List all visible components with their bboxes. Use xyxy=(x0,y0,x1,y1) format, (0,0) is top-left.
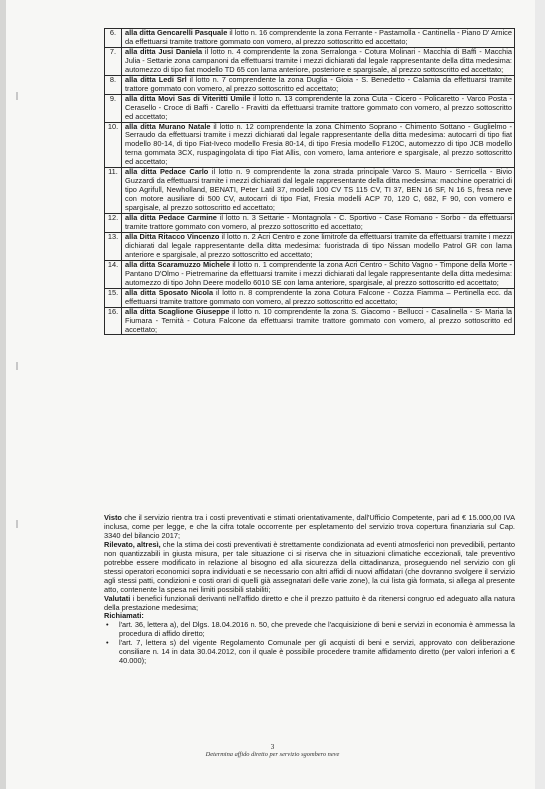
scan-left-edge xyxy=(0,0,6,789)
table-row xyxy=(105,94,515,122)
lot-description xyxy=(122,288,515,307)
list-item xyxy=(104,621,515,639)
firm-name: alla ditta Ledi Srl xyxy=(125,74,187,84)
valutati-text: i benefici funzionali derivanti nell'affido diretto e che il prezzo pattuito è da ritenersi congruo ed adeguato alla natura della prestazione medesima; xyxy=(104,593,515,612)
table-row xyxy=(105,260,515,288)
lot-number: 6. xyxy=(105,29,122,48)
binding-mark xyxy=(16,92,18,100)
table-row xyxy=(105,214,515,233)
lot-text: il lotto n. 2 Acri Centro e zone limitrofe da effettuarsi tramite da effettuarsi tramite i mezzi dichiarati dal legale rappresentante della ditta medesima: fuoristrada di tipo Nissan modello Patrol GR con lama anteriore e spargisale, al prezzo sottoscritto ed accettato; xyxy=(125,231,512,259)
lot-text: il lotto n. 12 comprendente la zona Chimento Soprano - Chimento Sottano - Guglielmo - Serraudo da effettuarsi tramite i mezzi dichiarati dal legale rappresentante della ditta medesima: autocarri di tipo fiat modello 80-14, di tipo Fiat-Iveco modello Fresia 80-14, di tipo Fresia modello F120C, automezzo di tipo JCB modello terna gommata 3CX, ruspagingolata di tipo Fiat Allis, con vomero, lama anteriore e spargisale, al prezzo sottoscritto ed accettato; xyxy=(125,121,512,167)
lot-number: 12. xyxy=(105,214,122,233)
scan-right-edge xyxy=(535,0,545,789)
lot-description xyxy=(122,307,515,335)
firm-name: alla ditta Pedace Carmine xyxy=(125,213,217,223)
firm-name: alla ditta Scaramuzzo Michele xyxy=(125,259,231,269)
bullet-icon: • xyxy=(106,620,109,630)
bullet-icon: • xyxy=(106,638,109,648)
lot-number: 16. xyxy=(105,307,122,335)
firm-name: alla ditta Jusi Daniela xyxy=(125,46,203,56)
lot-text: il lotto n. 9 comprendente la zona strada principale Varco S. Mauro - Serricella - Bivio Guzzardi da effettuarsi tramite i mezzi dichiarati dal legale rappresentante della ditta medesima: macchine operatrici di tipo Agrifull, Newholland, BENATI, Peter Latil 37, modelli 100 CV TS 115 CV, TI 37, BEN 16 SF, N 16 S, fresa neve con motore ausiliare di 500 CV, autocarri di tipo Fiat, Fresia modelli ACP 70, 120 C, 682, F 90, con vomero e spargisale, al prezzo sottoscritto ed accettato; xyxy=(125,167,512,213)
lot-text: il lotto n. 10 comprendente la zona S. Giacomo - Bellucci - Casalinella - S- Maria la Fiumara - Ternità - Cotura Falcone da effettuarsi tramite trattore gommato con vomero, al prezzo sottoscritto ed accettato; xyxy=(125,306,512,334)
firm-name: alla Ditta Ritacco Vincenzo xyxy=(125,231,220,241)
lot-description xyxy=(122,168,515,214)
lot-text: il lotto n. 13 comprendente la zona Cuta - Cicero - Policaretto - Varco Posta - Cerasello - Croce di Baffi - Carello - Fravitti da effettuarsi tramite trattore gommato con vomero, al prezzo sottoscritto ed accettato; xyxy=(125,93,512,121)
lot-description xyxy=(122,214,515,233)
lot-number: 13. xyxy=(105,232,122,260)
rilevato-label: Rilevato, altresì, xyxy=(104,539,161,549)
table-row xyxy=(105,232,515,260)
firm-name: alla ditta Sposato Nicola xyxy=(125,287,214,297)
firm-name: alla ditta Gencarelli Pasquale xyxy=(125,28,228,37)
table-row xyxy=(105,122,515,168)
body-text xyxy=(104,514,515,666)
document-footer-title: Determina affido diretto per servizio sgombero neve xyxy=(205,751,340,758)
lot-number: 8. xyxy=(105,75,122,94)
lot-number: 10. xyxy=(105,122,122,168)
lot-number: 11. xyxy=(105,168,122,214)
richiamati-list xyxy=(104,621,515,666)
lot-text: il lotto n. 4 comprendente la zona Serralonga - Cotura Molinari - Macchia di Baffi - Macchia Julia - Settarie zona campanoni da effettuarsi tramite i mezzi dichiarati dal legale rappresentante della ditta medesima: automezzo di tipo fiat modello TD 65 con lama anteriore, posteriore e spargisale, al prezzo sottoscritto ed accettato; xyxy=(125,46,512,74)
lot-description xyxy=(122,47,515,75)
lot-number: 9. xyxy=(105,94,122,122)
list-item-text: l'art. 36, lettera a), del Dlgs. 18.04.2016 n. 50, che prevede che l'acquisizione di beni e servizi in economia è ammessa la procedura di affido diretto; xyxy=(119,620,515,639)
valutati-paragraph xyxy=(104,595,515,613)
firm-name: alla ditta Pedace Carlo xyxy=(125,167,209,177)
rilevato-text: che la stima dei costi preventivati è strettamente condizionata ad eventi atmosferici non prevedibili, pertanto non quantizzabili in giusta misura, per tale situazione ci si riserva che in situazioni climatiche eccezionali, tale preventivo potrebbe essere modificato in relazione al bisogno ed alla sicurezza della cittadinanza, proseguendo nel servizio con gli stessi operatori economici sopra individuati e se necessario con altri affidi di nuovi affidatari (che dovranno svolgere il servizio agli stessi patti, condizioni e costi orari di quelli già assegnatari delle varie zone), la cui lista già formata, si allega al presente atto, contenente la spesa nei limiti possibili stabiliti; xyxy=(104,539,515,594)
visto-text: che il servizio rientra tra i costi preventivati e stimati orientativamente, dall'Ufficio Competente, pari ad € 15.000,00 IVA inclusa, come per legge, e che la cifra totale occorrente per espletamento del servizio trova copertura finanziaria sul Cap. 3340 del bilancio 2017; xyxy=(104,513,515,540)
table-row xyxy=(105,29,515,48)
valutati-label: Valutati xyxy=(104,593,131,603)
lot-text: il lotto n. 7 comprendente la zona Duglia - Gioia - S. Benedetto - Calamia da effettuarsi tramite trattore gommato con vomero, al prezzo sottoscritto ed accettato; xyxy=(125,74,512,93)
table-row xyxy=(105,75,515,94)
firm-name: alla ditta Scaglione Giuseppe xyxy=(125,306,230,316)
firm-name: alla ditta Movi Sas di Viteritti Umile xyxy=(125,93,251,103)
list-item-text: l'art. 7, lettera s) del vigente Regolamento Comunale per gli acquisti di beni e servizi, approvato con deliberazione consiliare n. 14 in data 30.04.2012, con il quale è possibile procedere tramite affidamento diretto (per valori inferiori a € 40.000); xyxy=(119,638,515,666)
page-number: 3 xyxy=(270,743,275,751)
rilevato-paragraph xyxy=(104,541,515,595)
binding-mark xyxy=(16,362,18,370)
lot-description xyxy=(122,94,515,122)
lot-text: il lotto n. 8 comprendente la zona Cotura Falcone - Cozza Fiamma – Pertinella ecc. da effettuarsi tramite trattore gommato con vomero, al prezzo sottoscritto ed accettato; xyxy=(125,287,512,306)
lot-description xyxy=(122,122,515,168)
lot-text: il lotto n. 1 comprendente la zona Acri Centro - Schito Vagno - Timpone della Morte - Pantano D'Olmo - Pietremarine da effettuarsi tramite i mezzi dichiarati dal legale rappresentante della ditta medesima: automezzo di tipo John Deere modello 6010 SE con lama anteriore, spargisale, al prezzo sottoscritto ed accettato; xyxy=(125,259,512,287)
richiamati-label: Richiamati: xyxy=(104,611,144,621)
firm-name: alla ditta Murano Natale xyxy=(125,121,211,131)
lot-description xyxy=(122,75,515,94)
lot-number: 15. xyxy=(105,288,122,307)
lot-number: 14. xyxy=(105,260,122,288)
lot-description xyxy=(122,29,515,48)
lots-table xyxy=(104,28,515,335)
binding-mark xyxy=(16,520,18,528)
lot-number: 7. xyxy=(105,47,122,75)
visto-paragraph xyxy=(104,514,515,541)
visto-label: Visto xyxy=(104,513,122,522)
table-row xyxy=(105,307,515,335)
table-row xyxy=(105,288,515,307)
list-item xyxy=(104,639,515,666)
lot-text: il lotto n. 16 comprendente la zona Ferrante - Pastamolla - Cantinella - Piano D' Arnice da effettuarsi tramite trattore gommato con vomero, al prezzo sottoscritto ed accettato; xyxy=(125,28,512,46)
lot-text: il lotto n. 3 Settarie - Montagnola - C. Sportivo - Case Romano - Sorbo - da effettuarsi tramite trattore gommato con vomero, al prezzo sottoscritto ed accettato; xyxy=(125,213,512,232)
lot-description xyxy=(122,260,515,288)
table-row xyxy=(105,168,515,214)
lot-description xyxy=(122,232,515,260)
table-row xyxy=(105,47,515,75)
